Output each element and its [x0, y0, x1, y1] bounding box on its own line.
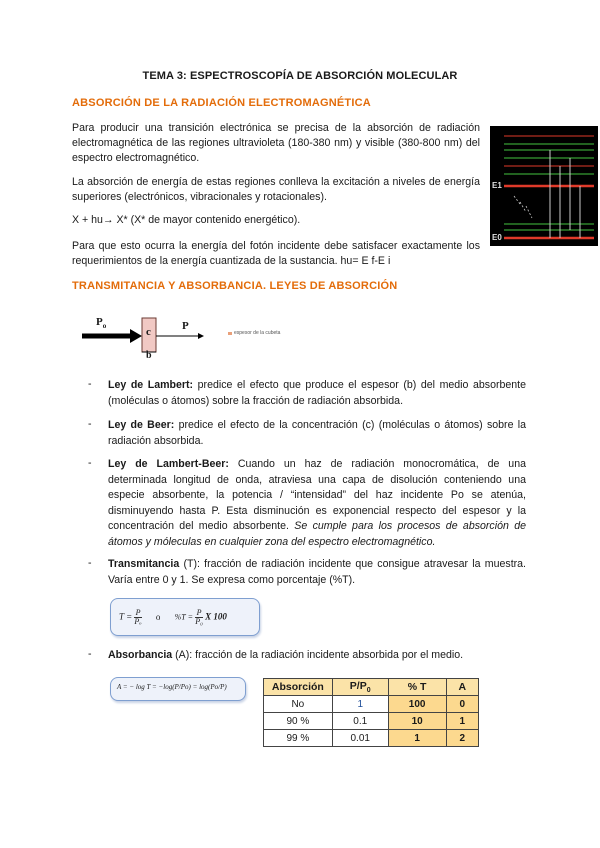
- energy-level-diagram: [490, 126, 598, 246]
- bullet-transmitancia: Transmitancia (T): fracción de radiación incidente que consigue atravesar la muestra. Varía entre 0 y 1. Se expresa como porcentaje (%T).: [108, 558, 526, 586]
- section-heading-absorcion: ABSORCIÓN DE LA RADIACIÓN ELECTROMAGNÉTICA: [72, 97, 371, 109]
- table-row: [264, 696, 479, 713]
- table-cell: 100: [388, 696, 446, 713]
- table-header-row: [264, 679, 479, 696]
- bullet-dash: -: [88, 418, 92, 430]
- label-p0: $P_o$: [96, 316, 107, 331]
- formula-absorbancia: A = − log T = −log(P/Po) = log(Po/P): [110, 677, 246, 701]
- level-label-e1: E1: [492, 181, 502, 190]
- table-cell: No: [264, 696, 333, 713]
- paragraph-excitacion: La absorción de energía de estas regiones conlleva la excitación a niveles de energía superiores (electrónicos, vibracionales y rotacionales).: [72, 176, 480, 203]
- table-cell: 0.1: [332, 713, 388, 730]
- label-p: P: [182, 320, 189, 332]
- table-row: [264, 713, 479, 730]
- bullet-dash: -: [88, 378, 92, 390]
- table-header: % T: [388, 679, 446, 696]
- table-row: [264, 730, 479, 747]
- bullet-lambert: Ley de Lambert: predice el efecto que produce el espesor (b) del medio absorbente (moléculas o átomos) sobre la fracción de radiación absorbida.: [108, 379, 526, 407]
- section-heading-transmitancia: TRANSMITANCIA Y ABSORBANCIA. LEYES DE ABSORCIÓN: [72, 280, 398, 292]
- bullet-absorbancia: Absorbancia (A): fracción de la radiación incidente absorbida por el medio.: [108, 649, 464, 661]
- paragraph-ecuacion: X + hu→ X* (X* de mayor contenido energético).: [72, 214, 301, 226]
- table-cell: 90 %: [264, 713, 333, 730]
- page-title: TEMA 3: ESPECTROSCOPÍA DE ABSORCIÓN MOLECULAR: [142, 70, 458, 82]
- table-header: A: [446, 679, 478, 696]
- cuvette-figure: [82, 312, 292, 362]
- table-cell: 1: [388, 730, 446, 747]
- formula-transmitancia: T = $\frac{P}{\text{Pₒ}}$ o %T = $\frac{P}{\text{P₀}}$ X 100: [110, 598, 260, 636]
- bullet-beer: Ley de Beer: predice el efecto de la concentración (c) (moléculas o átomos) sobre la radiación absorbida.: [108, 419, 526, 447]
- paragraph-energia-foton: Para que esto ocurra la energía del fotón incidente debe satisfacer exactamente los requerimientos de la energía cuantizada de la sustancia. hu= E f-E i: [72, 240, 480, 267]
- table-cell: 1: [446, 713, 478, 730]
- level-label-e0: E0: [492, 233, 502, 242]
- absorbance-table: [263, 678, 479, 747]
- table-cell: 0.01: [332, 730, 388, 747]
- table-cell: 1: [332, 696, 388, 713]
- paragraph-transicion: Para producir una transición electrónica se precisa de la absorción de radiación electromagnética de las regiones ultravioleta (180-380 nm) y visible (380-800 nm) del espectro electromagnético.: [72, 122, 480, 164]
- table-cell: 2: [446, 730, 478, 747]
- table-header: $P/P_0$: [332, 679, 388, 696]
- table-header: Absorción: [264, 679, 333, 696]
- bullet-dash: -: [88, 557, 92, 569]
- bullet-dash: -: [88, 648, 92, 660]
- label-b: b: [146, 350, 152, 361]
- bullet-lambert-beer: Ley de Lambert-Beer: Cuando un haz de radiación monocromática, de una determinada longitud de onda, atraviesa una capa de disolución conteniendo una especie absorbente, la potencia / “intensidad” del haz incidente Po se atenúa, disminuyendo hasta P. Esta disminución es exponencial respecto del espesor y la concentración del medio absorbente. Se cumple para los procesos de absorción de átomos y móleculas en cualquier zona del espectro electromagnético.: [108, 458, 526, 548]
- table-cell: 0: [446, 696, 478, 713]
- label-c: c: [146, 326, 151, 338]
- table-cell: 99 %: [264, 730, 333, 747]
- bullet-dash: -: [88, 457, 92, 469]
- table-cell: 10: [388, 713, 446, 730]
- legend-espesor: espesor de la cubeta: [234, 330, 281, 336]
